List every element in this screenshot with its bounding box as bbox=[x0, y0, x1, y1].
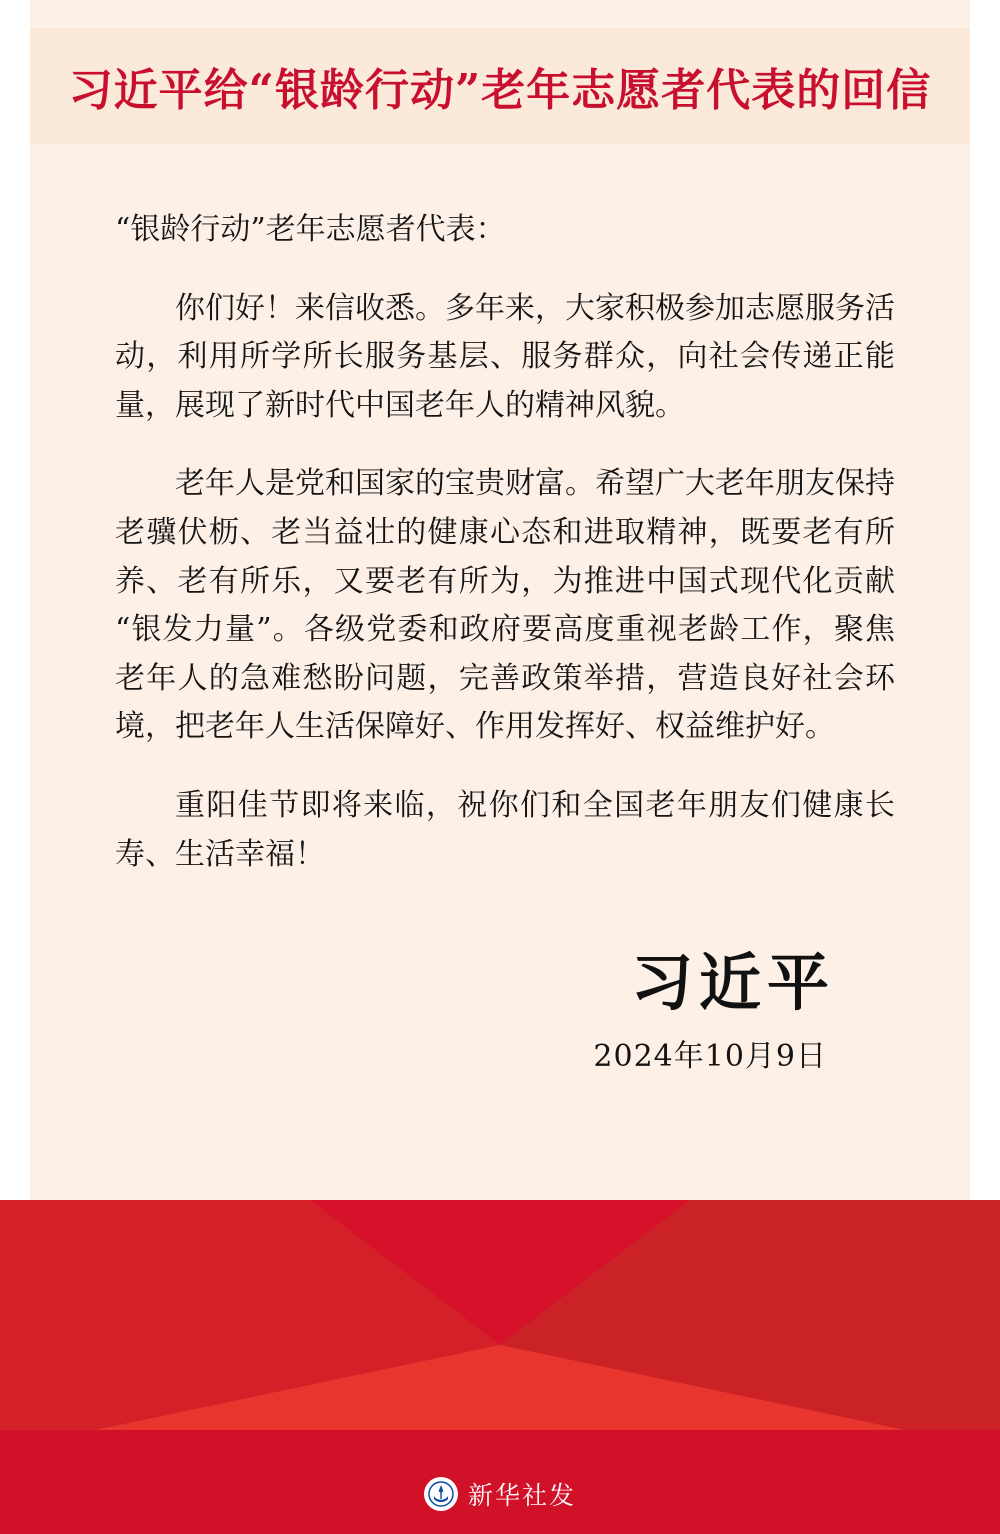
footer-agency-label: 新华社发 bbox=[467, 1481, 576, 1510]
signature-name: 习近平 bbox=[630, 946, 835, 1020]
page-title: 习近平给“银龄行动”老年志愿者代表的回信 bbox=[68, 65, 932, 116]
xinhua-logo-icon bbox=[424, 1477, 458, 1511]
letter-body bbox=[115, 206, 895, 1075]
letter-paragraph: 老年人是党和国家的宝贵财富。希望广大老年朋友保持老骥伏枥、老当益壮的健康心态和进取精神，既要老有所养、老有所乐，又要老有所为，为推进中国式现代化贡献“银发力量”。各级党委和政府要高度重视老龄工作，聚焦老年人的急难愁盼问题，完善政策举措，营造良好社会环境，把老年人生活保障好、作用发挥好、权益维护好。 bbox=[115, 466, 895, 745]
letter-page bbox=[30, 144, 970, 1234]
footer bbox=[0, 1476, 1000, 1512]
letter-paragraph: 重阳佳节即将来临，祝你们和全国老年朋友们健康长寿、生活幸福！ bbox=[115, 787, 895, 872]
letter-paragraph: 你们好！来信收悉。多年来，大家积极参加志愿服务活动，利用所学所长服务基层、服务群众，向社会传递正能量，展现了新时代中国老年人的精神风貌。 bbox=[115, 290, 895, 423]
header-band bbox=[30, 28, 970, 144]
signature-block bbox=[115, 946, 895, 1075]
signature-date: 2024年10月9日 bbox=[593, 1039, 827, 1075]
letter-salutation: “银龄行动”老年志愿者代表： bbox=[115, 212, 506, 247]
